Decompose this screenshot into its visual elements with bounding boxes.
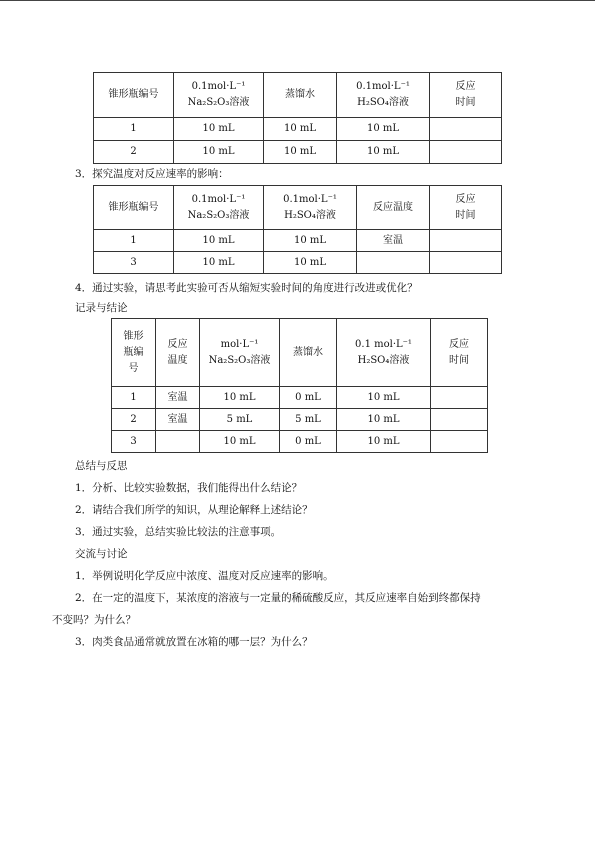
summary-item: 2．请结合我们所学的知识，从理论解释上述结论？ — [75, 504, 313, 516]
header-time: 反应 时间 — [430, 186, 502, 230]
header-na2s2o3: 0.1mol·L⁻¹ Na₂S₂O₃溶液 — [174, 73, 264, 118]
header-water: 蒸馏水 — [264, 73, 337, 118]
header-flask: 锥形瓶编号 — [94, 73, 174, 118]
discussion-heading: 交流与讨论 — [75, 548, 128, 560]
record-table — [111, 318, 488, 453]
summary-heading: 总结与反思 — [75, 460, 128, 472]
header-time: 反应 时间 — [430, 73, 502, 118]
table-row: 2 10 mL 10 mL 10 mL — [94, 141, 502, 164]
header-flask: 锥形 瓶编 号 — [112, 319, 156, 387]
table-header-row — [94, 73, 502, 118]
table-row: 1 室温 10 mL 0 mL 10 mL — [112, 387, 488, 409]
table-row: 1 10 mL 10 mL 10 mL — [94, 118, 502, 141]
table-row: 2 室温 5 mL 5 mL 10 mL — [112, 409, 488, 431]
table-row: 1 10 mL 10 mL 室温 — [94, 230, 502, 252]
header-flask: 锥形瓶编号 — [94, 186, 174, 230]
table-header-row — [94, 186, 502, 230]
discussion-item: 3．肉类食品通常就放置在冰箱的哪一层？为什么？ — [75, 636, 313, 648]
summary-item: 3．通过实验，总结实验比较法的注意事项。 — [75, 526, 282, 538]
section-item-3: 3．探究温度对反应速率的影响： — [75, 168, 229, 180]
table-row: 3 10 mL 0 mL 10 mL — [112, 431, 488, 453]
header-time: 反应 时间 — [431, 319, 488, 387]
header-h2so4: 0.1mol·L⁻¹ H₂SO₄溶液 — [264, 186, 357, 230]
header-water: 蒸馏水 — [280, 319, 337, 387]
header-temp: 反应温度 — [357, 186, 430, 230]
discussion-item: 2．在一定的温度下，某浓度的溶液与一定量的稀硫酸反应，其反应速率自始到终都保持 — [75, 592, 481, 604]
header-h2so4: 0.1 mol·L⁻¹ H₂SO₄溶液 — [337, 319, 431, 387]
header-h2so4: 0.1mol·L⁻¹ H₂SO₄溶液 — [337, 73, 430, 118]
discussion-item-continuation: 不变吗？为什么？ — [52, 614, 136, 626]
header-na2s2o3: 0.1mol·L⁻¹ Na₂S₂O₃溶液 — [174, 186, 264, 230]
record-heading: 记录与结论 — [75, 302, 128, 314]
table-row: 3 10 mL 10 mL — [94, 252, 502, 274]
summary-item: 1．分析、比较实验数据，我们能得出什么结论？ — [75, 482, 303, 494]
section-item-4: 4．通过实验，请思考此实验可否从缩短实验时间的角度进行改进或优化？ — [75, 282, 418, 294]
temperature-table — [93, 185, 502, 274]
header-na2s2o3: mol·L⁻¹ Na₂S₂O₃溶液 — [200, 319, 280, 387]
page-top-rule — [0, 0, 595, 1]
header-temp: 反应 温度 — [156, 319, 200, 387]
discussion-item: 1．举例说明化学反应中浓度、温度对反应速率的影响。 — [75, 570, 334, 582]
table-header-row — [112, 319, 488, 387]
concentration-table — [93, 72, 502, 164]
